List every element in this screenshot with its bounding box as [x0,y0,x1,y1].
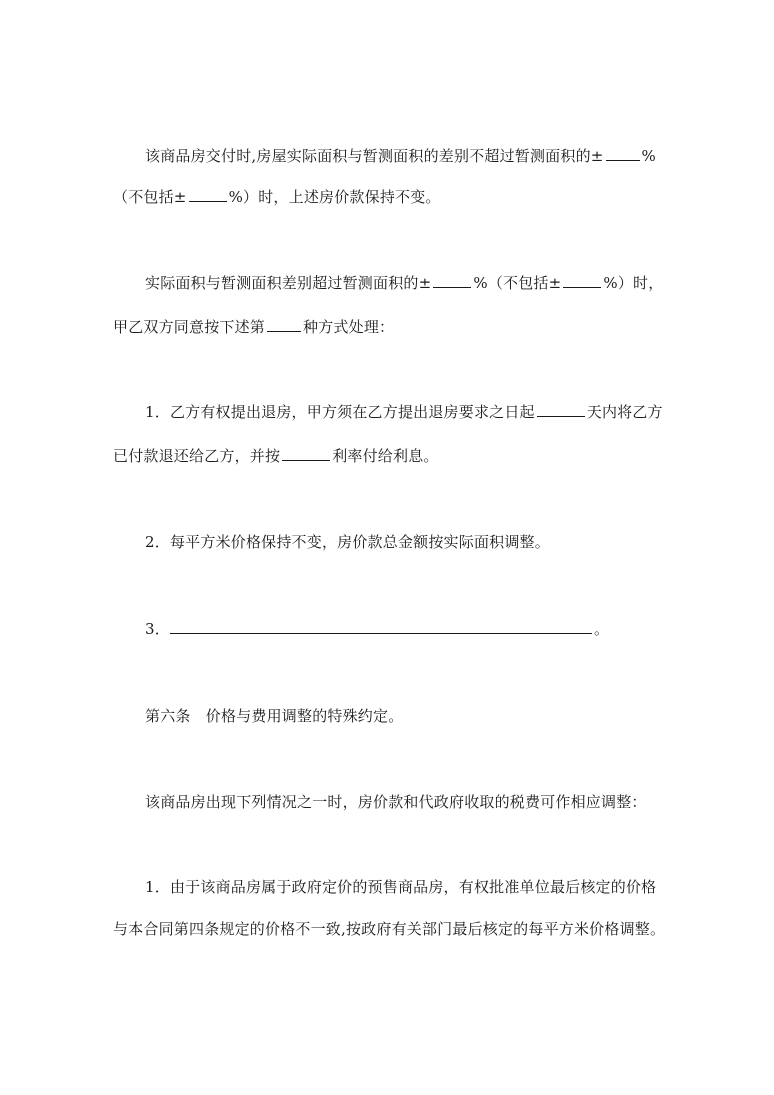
text-segment: %）时， [603,274,664,292]
paragraph-1-line-2 [113,187,441,207]
fill-blank[interactable] [537,404,585,417]
paragraph-3-line-2 [113,446,439,466]
paragraph-3-line-1 [145,402,663,422]
fill-blank[interactable] [282,448,330,461]
text-segment: 已付款退还给乙方，并按 [113,447,281,465]
text-segment: 该商品房出现下列情况之一时，房价款和代政府收取的税费可作相应调整： [145,793,647,811]
paragraph-2-line-2 [113,317,394,337]
fill-blank[interactable] [170,621,592,634]
text-segment: 3． [145,620,170,638]
text-segment: 天内将乙方 [586,403,663,421]
text-segment: 1．乙方有权提出退房，甲方须在乙方提出退房要求之日起 [145,403,535,421]
paragraph-1-line-1 [145,146,656,166]
paragraph-8-line-2 [113,919,665,939]
text-segment: 第六条 价格与费用调整的特殊约定。 [145,707,404,725]
fill-blank[interactable] [563,275,601,288]
text-segment: 1．由于该商品房属于政府定价的预售商品房，有权批准单位最后核定的价格 [145,878,657,896]
text-segment: %（不包括± [473,274,562,292]
fill-blank[interactable] [606,148,640,161]
paragraph-4-line-1 [145,532,550,552]
text-segment: （不包括± [113,188,187,206]
text-segment: 2．每平方米价格保持不变，房价款总金额按实际面积调整。 [145,533,550,551]
paragraph-8-line-1 [145,877,656,897]
text-segment: 该商品房交付时,房屋实际面积与暂测面积的差别不超过暂测面积的± [145,147,604,165]
text-segment: % [641,147,656,165]
text-segment: 与本合同第四条规定的价格不一致,按政府有关部门最后核定的每平方米价格调整。 [113,920,666,938]
text-segment: %）时，上述房价款保持不变。 [228,188,441,206]
paragraph-5-line-1 [145,619,609,639]
text-segment: 。 [593,620,610,638]
fill-blank[interactable] [433,275,471,288]
text-segment: 甲乙双方同意按下述第 [113,318,266,336]
paragraph-2-line-1 [145,273,663,293]
fill-blank[interactable] [267,319,301,332]
text-segment: 种方式处理： [303,318,395,336]
paragraph-7-line-1 [145,792,647,812]
text-segment: 实际面积与暂测面积差别超过暂测面积的± [145,274,432,292]
fill-blank[interactable] [189,189,227,202]
text-segment: 利率付给利息。 [332,447,439,465]
article-6-heading [145,706,403,726]
